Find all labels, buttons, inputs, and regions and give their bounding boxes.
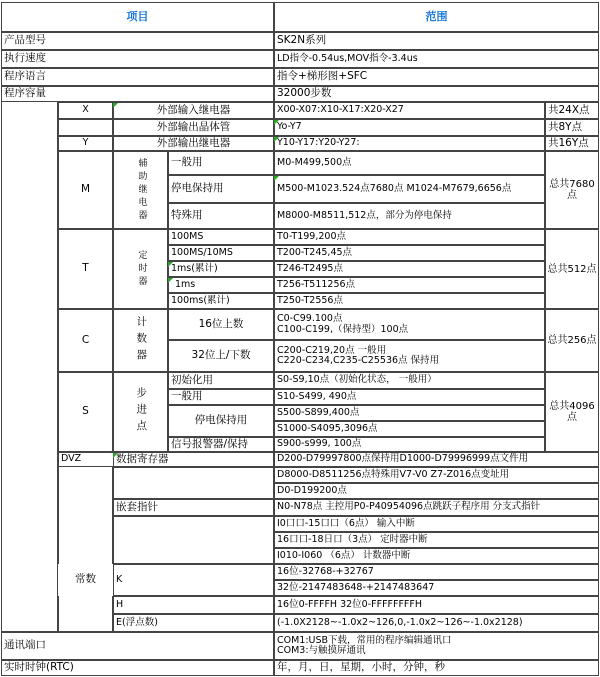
comment-marker-icon — [168, 278, 173, 283]
m-range-1: M500-M1023.524点7680点 M1024-M7679,6656点 — [274, 175, 545, 203]
pointer-line-3: I010-I060 （6点） 计数器中断 — [274, 548, 599, 564]
m-name-2: 特殊用 — [168, 203, 274, 229]
label-rtc: 实时时钟(RTC) — [1, 660, 274, 676]
s-name-3: 信号报警器/保持 — [168, 437, 274, 452]
t-name-1: 100MS/10MS — [168, 245, 274, 261]
c-range-0-line2: C100-C199,（保持型）100点 — [277, 323, 409, 335]
dvz-name-blank — [113, 467, 274, 499]
total-x: 共24X点 — [545, 102, 599, 119]
name-e: E(浮点数) — [113, 614, 274, 632]
comment-marker-icon — [168, 262, 173, 267]
range-y: Y10-Y17:Y20-Y27: — [274, 136, 545, 151]
code-xo-blank — [58, 119, 113, 136]
label-constant: 常数 — [58, 564, 113, 596]
s-range-2b: S1000-S4095,3096点 — [274, 421, 545, 437]
total-m: 总共7680点 — [545, 151, 599, 229]
t-range-1: T200-T245,45点 — [274, 245, 545, 261]
total-c: 总共256点 — [545, 309, 599, 372]
t-name-0: 100MS — [168, 229, 274, 245]
group-t: 定时器 — [113, 229, 168, 309]
comment-marker-icon — [113, 103, 118, 108]
c-range-1-line1: C200-C219,20点 一般用 — [277, 344, 387, 356]
group-m: 辅助继电器 — [113, 151, 168, 229]
t-name-4: 100ms(累计) — [168, 293, 274, 309]
t-range-4: T250-T2556点 — [274, 293, 545, 309]
name-k: K — [113, 564, 274, 596]
c-range-1-line2: C220-C234,C235-C25536点 保持用 — [277, 355, 440, 366]
name-y: 外部输出继电器 — [113, 136, 274, 151]
header-item: 项目 — [1, 2, 274, 32]
k-line-1: 16位-32768-+32767 — [274, 564, 599, 580]
pointer-line-0: N0-N78点 主控用P0-P40954096点跳跃子程序用 分支式指针 — [274, 499, 599, 516]
s-name-2: 停电保持用 — [168, 405, 274, 437]
code-t: T — [58, 229, 113, 309]
header-range: 范围 — [274, 2, 599, 32]
t-range-2: T246-T2495点 — [274, 261, 545, 277]
pointer-line-2: 16口口-18日口（3点） 定时器中断 — [274, 532, 599, 548]
total-y: 共16Y点 — [545, 136, 599, 151]
name-pointer: 嵌套指针 — [113, 499, 274, 516]
group-s: 步进点 — [113, 372, 168, 452]
m-range-2: M8000-M8511,512点，部分为停电保持 — [274, 203, 545, 229]
name-dvz: 数据寄存器 — [113, 452, 274, 467]
pointer-name-blank — [113, 516, 274, 564]
range-x: X00-X07:X10-X17:X20-X27 — [274, 102, 545, 119]
c-name-1: 32位上/下数 — [168, 340, 274, 372]
group-c: 计数器 — [113, 309, 168, 372]
value-rtc: 年，月，日，星期，小时，分钟，秒 — [274, 660, 599, 676]
comment-marker-icon — [113, 453, 118, 458]
value-e: (-1.0X2128~-1.0x2~126,0,-1.0x2~126~-1.0x2128) — [274, 614, 599, 632]
t-name-2: 1ms(累计) — [168, 261, 274, 277]
t-range-0: T0-T199,200点 — [274, 229, 545, 245]
s-name-0: 初始化用 — [168, 372, 274, 389]
s-range-0: S0-S9,10点（初始化状态， 一般用） — [274, 372, 545, 389]
pointer-line-1: I0口口-15口口（6点） 输入中断 — [274, 516, 599, 532]
dvz-blank — [58, 467, 113, 632]
m-name-0: 一般用 — [168, 151, 274, 175]
range-xo: Yo-Y7 — [274, 119, 545, 136]
c-name-0: 16位上数 — [168, 309, 274, 340]
c-range-0-line1: C0-C99.100点 — [277, 313, 343, 325]
code-dvz: DVZ — [58, 452, 113, 467]
label-capacity: 程序容量 — [1, 86, 274, 102]
comment-marker-icon — [274, 137, 279, 142]
label-language: 程序语言 — [1, 68, 274, 86]
s-name-1: 一般用 — [168, 389, 274, 405]
name-h: H — [113, 596, 274, 614]
k-line-2: 32位-2147483648-+2147483647 — [274, 580, 599, 596]
dvz-line-1: D8000-D8511256点特殊用V7-V0 Z7-Z016点变址用 — [274, 467, 599, 483]
spec-table — [1, 2, 599, 676]
code-y: Y — [58, 136, 113, 151]
value-speed: LD指令-0.54us,MOV指令-3.4us — [274, 50, 599, 68]
label-comm: 通讯端口 — [1, 632, 274, 660]
s-range-2a: S500-S899,400点 — [274, 405, 545, 421]
s-range-3: S900-s999, 100点 — [274, 437, 545, 452]
m-range-0: M0-M499,500点 — [274, 151, 545, 175]
c-range-1 — [274, 340, 545, 372]
dvz-line-2: D0-D199200点 — [274, 483, 599, 499]
name-x: 外部输入继电器 — [113, 102, 274, 119]
t-range-3: T256-T511256点 — [274, 277, 545, 293]
value-capacity: 32000步数 — [274, 86, 599, 102]
comm-line-2: COM3:与触摸屏通讯 — [277, 645, 366, 656]
label-speed: 执行速度 — [1, 50, 274, 68]
dvz-line-0: D200-D79997800点保持用D1000-D79996999点文件用 — [274, 452, 599, 467]
t-name-3: 1ms — [168, 277, 274, 293]
value-language: 指令+梯形图+SFC — [274, 68, 599, 86]
code-x: X — [58, 102, 113, 119]
code-s: S — [58, 372, 113, 452]
total-s: 总共4096点 — [545, 372, 599, 452]
value-h: 16位0-FFFFH 32位0-FFFFFFFFH — [274, 596, 599, 614]
s-range-1: S10-S499, 490点 — [274, 389, 545, 405]
m-name-1: 停电保持用 — [168, 175, 274, 203]
value-model: SK2N系列 — [274, 32, 599, 50]
total-t: 总共512点 — [545, 229, 599, 309]
label-model: 产品型号 — [1, 32, 274, 50]
c-range-0 — [274, 309, 545, 340]
total-xo: 共8Y点 — [545, 119, 599, 136]
code-m: M — [58, 151, 113, 229]
comment-marker-icon — [274, 120, 279, 125]
comment-marker-icon — [274, 176, 279, 181]
left-blank-column — [1, 102, 58, 632]
code-c: C — [58, 309, 113, 372]
value-comm — [274, 632, 599, 660]
comm-line-1: COM1:USB下载，常用的程序编辑通讯口 — [277, 634, 452, 646]
name-xo: 外部输出晶体管 — [113, 119, 274, 136]
